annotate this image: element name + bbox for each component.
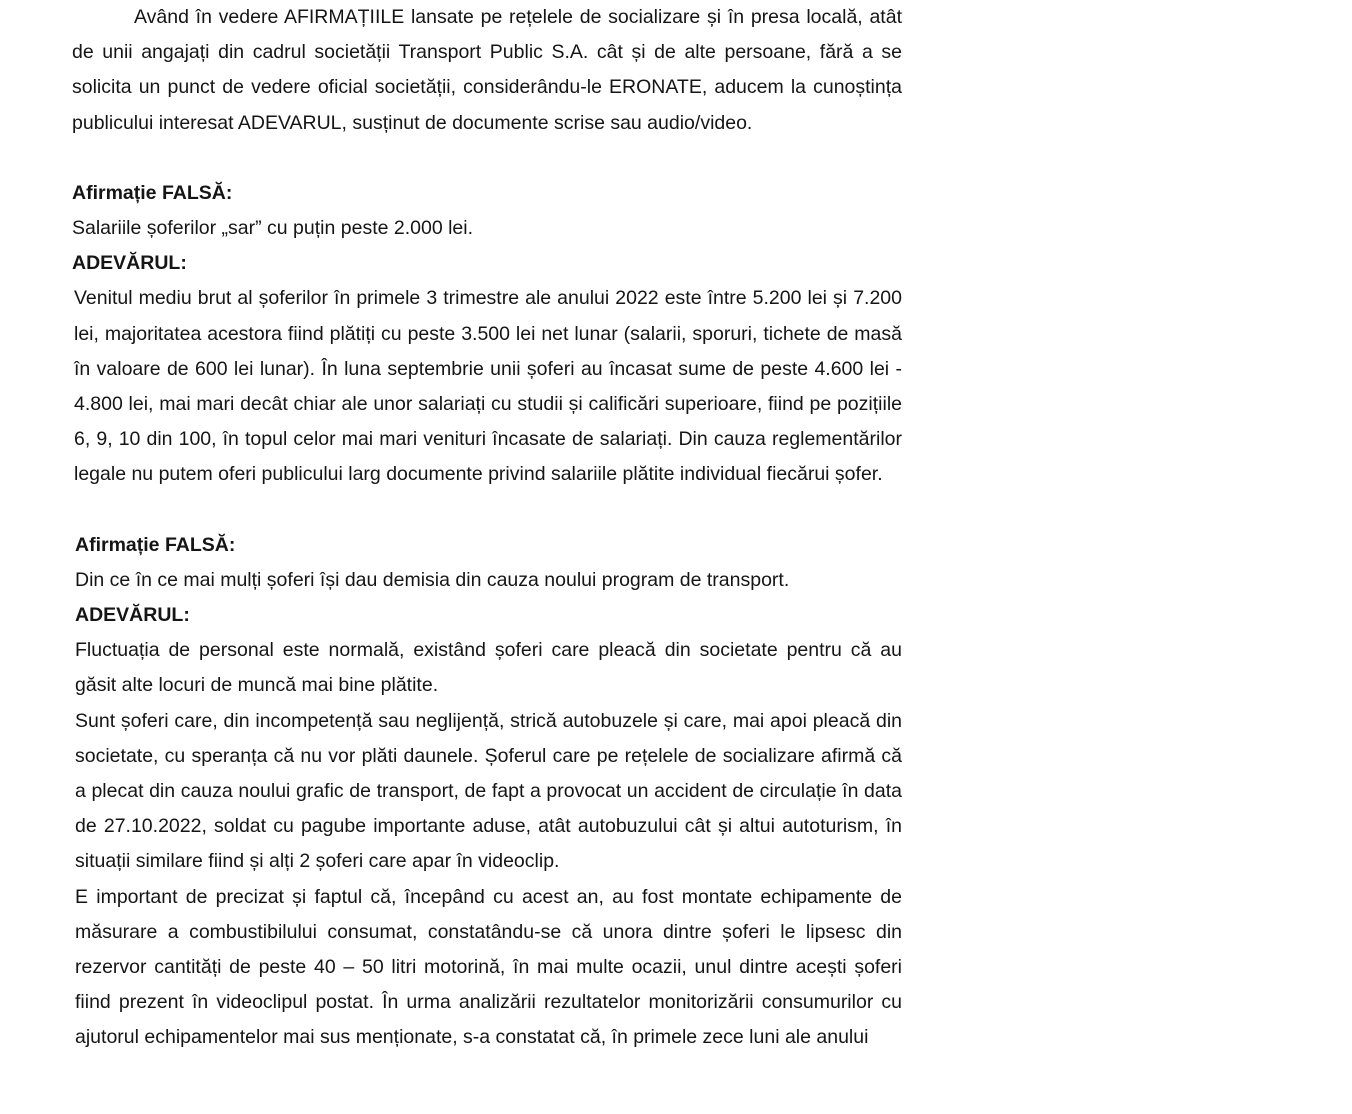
false-claim-heading: Afirmație FALSĂ: (72, 181, 233, 204)
truth-paragraph: E important de precizat și faptul că, începând cu acest an, au fost montate echipamente de măsurare a combustibilului consumat, constatându-se că unora dintre șoferi le lipsesc din rezervor cantități de peste 40 – 50 litri motorină, în mai multe ocazii, unul dintre acești șoferi fiind prezent în videoclipul postat. În urma analizării rezultatelor monitorizării consumurilor cu ajutorul echipamentelor mai sus menționate, s-a constatat că, în primele zece luni ale anului (75, 885, 902, 1049)
false-claim-text: Din ce în ce mai mulți șoferi își dau demisia din cauza noului program de transport. (75, 568, 790, 591)
false-claim-text: Salariile șoferilor „sar” cu puțin peste 2.000 lei. (72, 217, 474, 240)
section-salaries (72, 176, 902, 493)
truth-heading: ADEVĂRUL: (75, 604, 190, 627)
section-resignations (75, 528, 902, 1056)
section-spacer (72, 141, 902, 176)
truth-paragraph: Venitul mediu brut al șoferilor în primele 3 trimestre ale anului 2022 este între 5.200 lei și 7.200 lei, majoritatea acestora fiind plătiți cu peste 3.500 lei net lunar (salarii, sporuri, tichete de masă în valoare de 600 lei lunar). În luna septembrie unii șoferi au încasat sume de peste 4.600 lei - 4.800 lei, mai mari decât chiar ale unor salariați cu studii și calificări superioare, fiind pe pozițiile 6, 9, 10 din 100, în topul celor mai mari venituri încasate de salariați. Din cauza reglementărilor legale nu putem oferi publicului larg documente privind salariile plătite individual fiecărui șofer. (74, 287, 902, 486)
false-claim-heading: Afirmație FALSĂ: (75, 533, 236, 556)
intro-paragraph: Având în vedere AFIRMAȚIILE lansate pe rețelele de socializare și în presa locală, atât de unii angajați din cadrul societății Transport Public S.A. cât și de alte persoane, fără a se solicita un punct de vedere oficial societății, considerându-le ERONATE, aducem la cunoștința publicului interesat ADEVARUL, susținut de documente scrise sau audio/video. (72, 6, 902, 134)
truth-paragraph: Sunt șoferi care, din incompetență sau neglijență, strică autobuzele și care, mai apoi pleacă din societate, cu speranța că nu vor plăti daunele. Șoferul care pe rețelele de socializare afirmă că a plecat din cauza noului grafic de transport, de fapt a provocat un accident de circulație în data de 27.10.2022, soldat cu pagube importante aduse, atât autobuzului cât și altui autoturism, în situații similare fiind și alți 2 șoferi care apar în videoclip. (75, 709, 902, 873)
section-spacer (72, 493, 902, 528)
truth-paragraph: Fluctuația de personal este normală, existând șoferi care pleacă din societate pentru că au găsit alte locuri de muncă mai bine plătite. (75, 639, 902, 697)
truth-heading: ADEVĂRUL: (72, 252, 187, 275)
document-body (72, 0, 902, 1056)
